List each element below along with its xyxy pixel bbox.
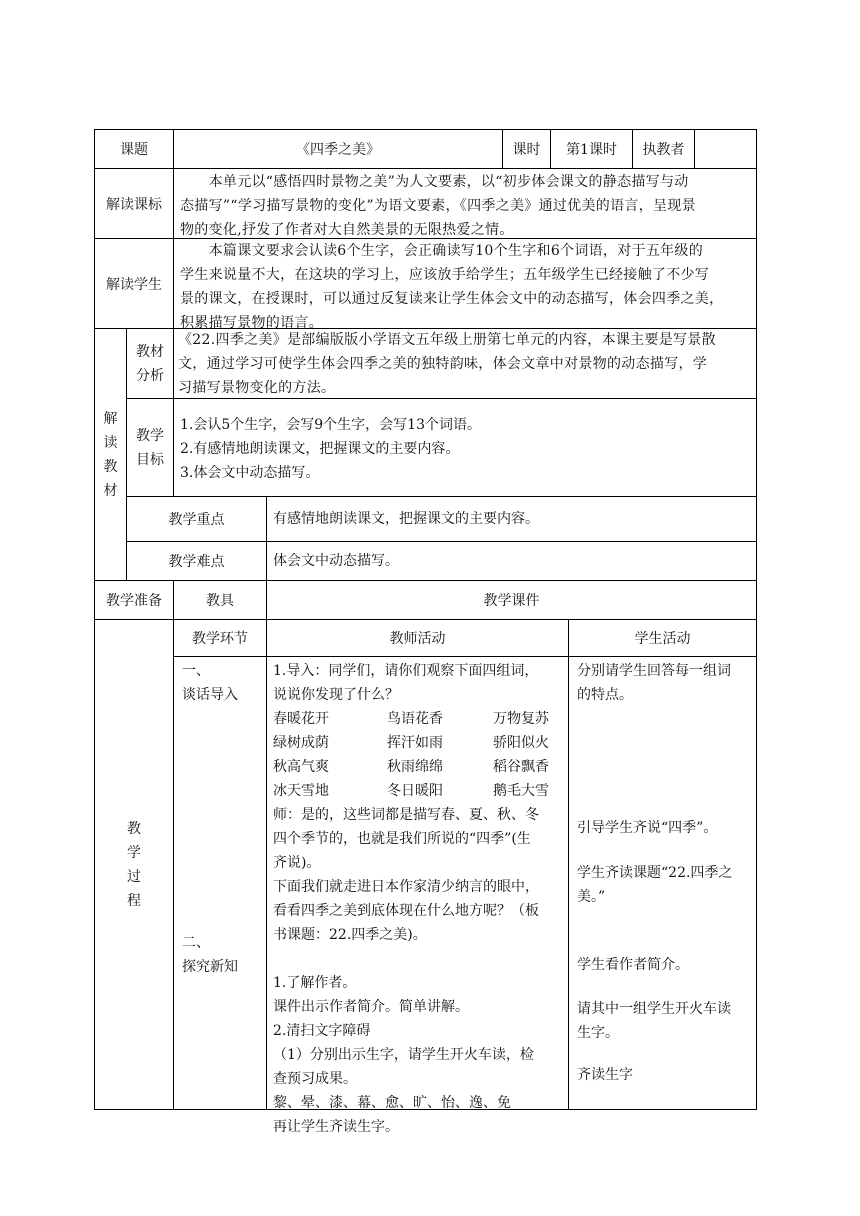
rule-after-process-header xyxy=(173,656,757,657)
col-header-student: 学生活动 xyxy=(634,631,691,647)
student-line: 齐读生字 xyxy=(577,1067,633,1083)
rule-after-topic xyxy=(94,168,757,169)
student-activity-6 xyxy=(577,1063,753,1087)
students-line: 景的课文，在授课时，可以通过反复读来让学生体会文中的动态描写，体会四季之美， xyxy=(180,291,724,307)
analysis-label-line: 教材 xyxy=(136,343,164,360)
word: 骄阳似火 xyxy=(493,735,549,751)
curriculum-line: 物的变化,抒发了作者对大自然美景的无限热爱之情。 xyxy=(180,222,514,238)
goal-item: 3.体会文中动态描写。 xyxy=(180,465,320,481)
stage-2-number: 二、 xyxy=(182,935,210,951)
curriculum-line: 本单元以“感悟四时景物之美”为人文要素，以“初步体会课文的静态描写与动 xyxy=(180,174,689,190)
goal-item: 1.会认5个生字，会写9个生字，会写13个词语。 xyxy=(180,417,481,433)
word: 秋高气爽 xyxy=(273,759,329,775)
teacher-line: 黎、晕、漆、幕、愈、旷、怡、逸、免 xyxy=(273,1095,511,1111)
textbook-label-char: 解 xyxy=(103,410,118,427)
student-line: 生字。 xyxy=(577,1025,619,1041)
process-label-char: 程 xyxy=(127,892,141,909)
difficulty-value: 体会文中动态描写。 xyxy=(273,553,399,569)
goals-list xyxy=(180,413,750,485)
student-line: 学生齐读课题“22.四季之 xyxy=(577,865,733,881)
word: 挥汗如雨 xyxy=(387,735,443,751)
tools-value: 教学课件 xyxy=(483,593,540,609)
teacher-line: 2.清扫文字障碍 xyxy=(273,1023,371,1039)
word: 绿树成荫 xyxy=(273,735,329,751)
student-line: 请其中一组学生开火车读 xyxy=(577,1001,731,1017)
teacher-line: 看看四季之美到底体现在什么地方呢？（板 xyxy=(273,903,539,919)
student-activity-4 xyxy=(577,953,753,977)
goals-label-line: 目标 xyxy=(136,451,164,468)
word-row xyxy=(273,707,565,731)
prep-label: 教学准备 xyxy=(106,593,162,609)
topic-label: 课题 xyxy=(120,142,148,158)
students-label: 解读学生 xyxy=(106,276,162,293)
teacher-line: 1.导入：同学们，请你们观察下面四组词， xyxy=(273,663,539,679)
word-row xyxy=(273,779,565,803)
curriculum-line: 态描写”“学习描写景物的变化”为语文要素，《四季之美》通过优美的语言，呈现景 xyxy=(180,198,696,214)
teacher-line: 书课题：22.四季之美)。 xyxy=(273,927,427,943)
word-row xyxy=(273,755,565,779)
analysis-text xyxy=(178,328,754,400)
curriculum-label: 解读课标 xyxy=(106,196,162,213)
word: 稻谷飘香 xyxy=(493,759,549,775)
analysis-label xyxy=(127,329,173,398)
textbook-label xyxy=(95,329,126,580)
word: 鸟语花香 xyxy=(387,711,443,727)
teacher-line xyxy=(273,947,565,971)
teacher-line: 1.了解作者。 xyxy=(273,975,357,991)
teacher-line: 课件出示作者简介。简单讲解。 xyxy=(273,999,469,1015)
student-activity-5 xyxy=(577,997,753,1045)
goals-label xyxy=(127,399,173,496)
teacher-line: （1）分别出示生字，请学生开火车读，检 xyxy=(273,1047,534,1063)
students-line: 本篇课文要求会认读6个生字，会正确读写10个生字和6个词语，对于五年级的 xyxy=(180,243,704,259)
student-activity-1 xyxy=(577,659,753,707)
rule-key-label-end xyxy=(266,496,267,581)
students-line: 积累描写景物的语言。 xyxy=(180,315,323,331)
curriculum-text xyxy=(180,170,752,242)
key-label: 教学重点 xyxy=(168,512,225,528)
process-label-char: 过 xyxy=(127,868,141,885)
word: 春暖花开 xyxy=(273,711,329,727)
teacher-label: 执教者 xyxy=(642,142,685,158)
student-line: 引导学生齐说“四季”。 xyxy=(577,820,718,836)
rule-right xyxy=(756,129,757,1110)
teacher-line: 再让学生齐读生字。 xyxy=(273,1119,399,1135)
students-text xyxy=(180,239,752,335)
student-line: 分别请学生回答每一组词 xyxy=(577,663,731,679)
stage-1-title: 谈话导入 xyxy=(182,687,238,703)
textbook-label-char: 教 xyxy=(103,458,118,475)
student-line: 学生看作者简介。 xyxy=(577,957,689,973)
teacher-line: 齐说)。 xyxy=(273,855,321,871)
stage-1 xyxy=(182,659,264,707)
stage-1-number: 一、 xyxy=(182,663,210,679)
tools-label: 教具 xyxy=(206,593,234,609)
goal-item: 2.有感情地朗读课文，把握课文的主要内容。 xyxy=(180,441,460,457)
rule-teacher-col-end xyxy=(568,619,569,1110)
process-label-char: 学 xyxy=(127,844,141,861)
teacher-line: 四个季节的，也就是我们所说的“四季”(生 xyxy=(273,831,531,847)
process-label xyxy=(95,620,173,1109)
teacher-value xyxy=(695,130,756,168)
teacher-line: 师：是的，这些词都是描写春、夏、秋、冬 xyxy=(273,807,539,823)
key-value: 有感情地朗读课文，把握课文的主要内容。 xyxy=(273,511,539,527)
word: 冬日暖阳 xyxy=(387,783,443,799)
word-row xyxy=(273,731,565,755)
rule-process-label-end xyxy=(173,619,174,1110)
stage-2 xyxy=(182,931,264,979)
word: 秋雨绵绵 xyxy=(387,759,443,775)
teacher-line: 查预习成果。 xyxy=(273,1071,357,1087)
col-header-teacher: 教师活动 xyxy=(389,631,446,647)
analysis-line: 《22.四季之美》是部编版版小学语文五年级上册第七单元的内容，本课主要是写景散 xyxy=(178,332,716,348)
textbook-label-char: 材 xyxy=(103,482,118,499)
goals-label-line: 教学 xyxy=(136,427,164,444)
textbook-label-char: 读 xyxy=(103,434,118,451)
period-label: 课时 xyxy=(512,142,541,158)
word: 万物复苏 xyxy=(493,711,549,727)
analysis-line: 习描写景物变化的方法。 xyxy=(178,380,336,396)
stage-2-title: 探究新知 xyxy=(182,959,238,975)
teacher-activity xyxy=(273,659,565,1139)
topic-value: 《四季之美》 xyxy=(296,142,380,158)
word: 冰天雪地 xyxy=(273,783,329,799)
analysis-line: 文，通过学习可使学生体会四季之美的独特韵味，体会文章中对景物的动态描写，学 xyxy=(178,356,708,372)
analysis-label-line: 分析 xyxy=(136,367,164,384)
difficulty-label: 教学难点 xyxy=(168,554,225,570)
teacher-line: 说说你发现了什么？ xyxy=(273,687,399,703)
student-line: 的特点。 xyxy=(577,687,633,703)
period-value: 第1课时 xyxy=(566,142,617,158)
student-line: 美。” xyxy=(577,889,606,905)
col-header-stage: 教学环节 xyxy=(192,631,248,647)
process-label-char: 教 xyxy=(127,820,141,837)
student-activity-3 xyxy=(577,861,753,909)
students-line: 学生来说量不大，在这块的学习上，应该放手给学生；五年级学生已经接触了不少写 xyxy=(180,267,710,283)
rule-stage-col-end xyxy=(266,619,267,1110)
student-activity-2 xyxy=(577,816,753,840)
teacher-line: 下面我们就走进日本作家清少纳言的眼中， xyxy=(273,879,539,895)
rule-textbook-sublabel xyxy=(173,328,174,497)
word: 鹅毛大雪 xyxy=(493,783,549,799)
